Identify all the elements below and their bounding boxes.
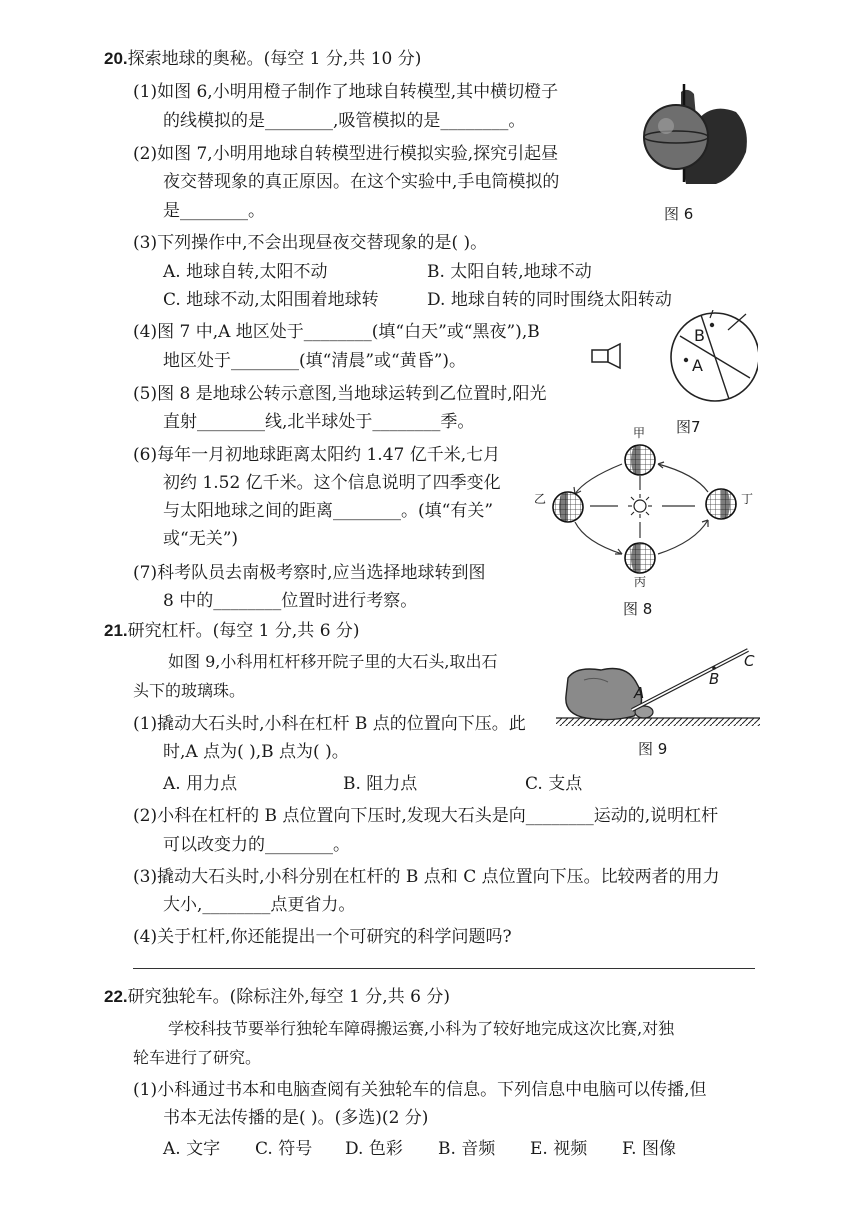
figure-7-caption: 图7 <box>676 418 701 436</box>
q21-p3-line1: (3)撬动大石头时,小科分别在杠杆的 B 点和 C 点位置向下压。比较两者的用力 <box>133 867 720 887</box>
q20-p1-line1: (1)如图 6,小明用橙子制作了地球自转模型,其中横切橙子 <box>133 82 559 102</box>
q20-p7-line2: 8 中的________位置时进行考察。 <box>163 591 418 611</box>
figure-7-diagram <box>588 310 758 420</box>
q22-option-1: A. 文字 <box>163 1139 221 1159</box>
flashlight-head <box>608 344 620 368</box>
q22-intro-line1: 学校科技节要举行独轮车障碍搬运赛,小科为了较好地完成这次比赛,对独 <box>168 1019 675 1038</box>
q22-option-5: E. 视频 <box>530 1139 588 1159</box>
q21-p2-line2: 可以改变力的________。 <box>163 835 350 855</box>
q20-p5-line2: 直射________线,北半球处于________季。 <box>163 412 475 432</box>
q20-p2-line2: 夜交替现象的真正原因。在这个实验中,手电筒模拟的 <box>163 172 560 192</box>
q22-p1-line1: (1)小科通过书本和电脑查阅有关独轮车的信息。下列信息中电脑可以传播,但 <box>133 1080 707 1100</box>
q21-p1-line1: (1)撬动大石头时,小科在杠杆 B 点的位置向下压。此 <box>133 714 526 734</box>
q20-number: 20. <box>104 49 128 68</box>
figure-9-caption: 图 9 <box>638 740 668 758</box>
figure-8-label-jia: 甲 <box>633 426 646 440</box>
figure-8-label-yi: 乙 <box>534 492 547 506</box>
q22-heading <box>104 986 450 1008</box>
figure-6-caption: 图 6 <box>664 205 694 223</box>
q22-option-6: F. 图像 <box>622 1139 676 1159</box>
q22-p1-line2: 书本无法传播的是( )。(多选)(2 分) <box>163 1108 429 1128</box>
q22-option-3: D. 色彩 <box>345 1139 403 1159</box>
q20-p2-line1: (2)如图 7,小明用地球自转模型进行模拟实验,探究引起昼 <box>133 144 559 164</box>
q20-p3-option-d: D. 地球自转的同时围绕太阳转动 <box>427 290 672 310</box>
q20-p4-line2: 地区处于________(填“清晨”或“黄昏”)。 <box>163 351 467 371</box>
q22-option-4: B. 音频 <box>438 1139 496 1159</box>
q21-number: 21. <box>104 621 128 640</box>
q20-p1-line2: 的线模拟的是________,吸管模拟的是________。 <box>163 111 526 131</box>
figure-9-label-a: A <box>634 684 645 702</box>
figure-8-caption: 图 8 <box>623 600 653 618</box>
q21-heading <box>104 620 360 642</box>
q21-p3-line2: 大小,________点更省力。 <box>163 895 356 915</box>
sun-icon <box>628 494 652 518</box>
q21-p1-option-c: C. 支点 <box>525 774 583 794</box>
figure-7-label-b: B <box>694 326 705 345</box>
q21-intro-line2: 头下的玻璃珠。 <box>133 681 246 700</box>
q20-p5-line1: (5)图 8 是地球公转示意图,当地球运转到乙位置时,阳光 <box>133 384 547 404</box>
ground <box>556 718 760 726</box>
q22-number: 22. <box>104 987 128 1006</box>
figure-9-lever-diagram <box>556 646 760 732</box>
figure-7-label-a: A <box>692 356 703 375</box>
q20-p2-line3: 是________。 <box>163 201 265 221</box>
q21-p4-line1: (4)关于杠杆,你还能提出一个可研究的科学问题吗? <box>133 927 512 947</box>
figure-9-label-b: B <box>709 670 720 688</box>
q20-p6-line4: 或“无关”) <box>163 529 239 549</box>
q20-p3-option-a: A. 地球自转,太阳不动 <box>163 262 328 282</box>
q21-title: 研究杠杆。(每空 1 分,共 6 分) <box>127 621 360 641</box>
figure-6-orange-model <box>626 82 750 184</box>
q21-p2-line1: (2)小科在杠杆的 B 点位置向下压时,发现大石头是向________运动的,说明杠杆 <box>133 806 719 826</box>
figure-9-label-c: C <box>744 652 755 670</box>
flashlight-handle <box>592 350 608 362</box>
q20-p3-line1: (3)下列操作中,不会出现昼夜交替现象的是( )。 <box>133 233 488 253</box>
q20-p6-line3: 与太阳地球之间的距离________。(填“有关” <box>163 501 494 521</box>
q20-p3-option-c: C. 地球不动,太阳围着地球转 <box>163 290 379 310</box>
q21-intro-line1: 如图 9,小科用杠杆移开院子里的大石头,取出石 <box>168 652 498 671</box>
big-rock <box>566 669 645 720</box>
q20-heading <box>104 48 421 70</box>
q21-p1-line2: 时,A 点为( ),B 点为( )。 <box>163 742 349 762</box>
q21-answer-line[interactable] <box>133 968 755 969</box>
q22-intro-line2: 轮车进行了研究。 <box>133 1048 262 1067</box>
q21-p1-option-b: B. 阻力点 <box>343 774 418 794</box>
q20-p4-line1: (4)图 7 中,A 地区处于________(填“白天”或“黑夜”),B <box>133 322 540 342</box>
q20-p3-option-b: B. 太阳自转,地球不动 <box>427 262 592 282</box>
q20-p7-line1: (7)科考队员去南极考察时,应当选择地球转到图 <box>133 563 486 583</box>
q22-option-2: C. 符号 <box>255 1139 313 1159</box>
q20-p6-line2: 初约 1.52 亿千米。这个信息说明了四季变化 <box>163 473 501 493</box>
q22-title: 研究独轮车。(除标注外,每空 1 分,共 6 分) <box>127 987 450 1007</box>
q20-title: 探索地球的奥秘。(每空 1 分,共 10 分) <box>127 49 422 69</box>
q21-p1-option-a: A. 用力点 <box>163 774 238 794</box>
figure-8-label-bing: 丙 <box>634 575 647 589</box>
q20-p6-line1: (6)每年一月初地球距离太阳约 1.47 亿千米,七月 <box>133 445 501 465</box>
figure-8-orbit-diagram <box>530 424 760 594</box>
figure-8-label-ding: 丁 <box>741 492 754 506</box>
